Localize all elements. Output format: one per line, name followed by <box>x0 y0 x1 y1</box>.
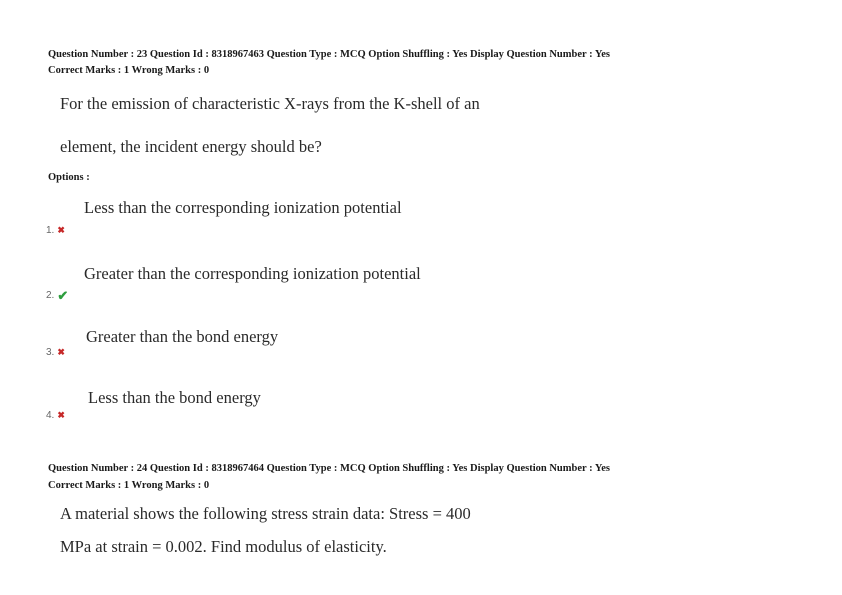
option-2-number-label: 2. <box>46 290 55 301</box>
question-23-text-line2: element, the incident energy should be? <box>60 137 322 156</box>
question-24-meta-line2: Correct Marks : 1 Wrong Marks : 0 <box>48 480 210 491</box>
check-icon: ✔ <box>57 288 69 303</box>
option-3-text: Greater than the bond energy <box>86 327 279 346</box>
option-1-number <box>46 225 65 236</box>
option-4-number-label: 4. <box>46 410 55 421</box>
cross-icon: ✖ <box>57 410 65 420</box>
question-23-text-line1: For the emission of characteristic X-rays from the K-shell of an <box>60 94 480 113</box>
question-24-meta-line1: Question Number : 24 Question Id : 8318967464 Question Type : MCQ Option Shuffling : Yes Display Question Number : Yes <box>48 463 611 474</box>
option-4-number <box>46 410 65 421</box>
option-4-text: Less than the bond energy <box>88 388 261 407</box>
question-24-text-line2: MPa at strain = 0.002. Find modulus of elasticity. <box>60 537 387 556</box>
option-3-number-label: 3. <box>46 347 55 358</box>
cross-icon: ✖ <box>57 347 65 357</box>
option-1-number-label: 1. <box>46 225 55 236</box>
question-24-text-line1: A material shows the following stress strain data: Stress = 400 <box>60 504 471 523</box>
option-1-text: Less than the corresponding ionization potential <box>84 198 402 217</box>
option-2-number <box>46 289 68 302</box>
cross-icon: ✖ <box>57 225 65 235</box>
question-23-meta-line1: Question Number : 23 Question Id : 8318967463 Question Type : MCQ Option Shuffling : Yes Display Question Number : Yes <box>48 49 611 60</box>
question-23-meta-line2: Correct Marks : 1 Wrong Marks : 0 <box>48 65 210 76</box>
option-2-text: Greater than the corresponding ionization potential <box>84 264 421 283</box>
options-label: Options : <box>48 172 90 183</box>
option-3-number <box>46 347 65 358</box>
